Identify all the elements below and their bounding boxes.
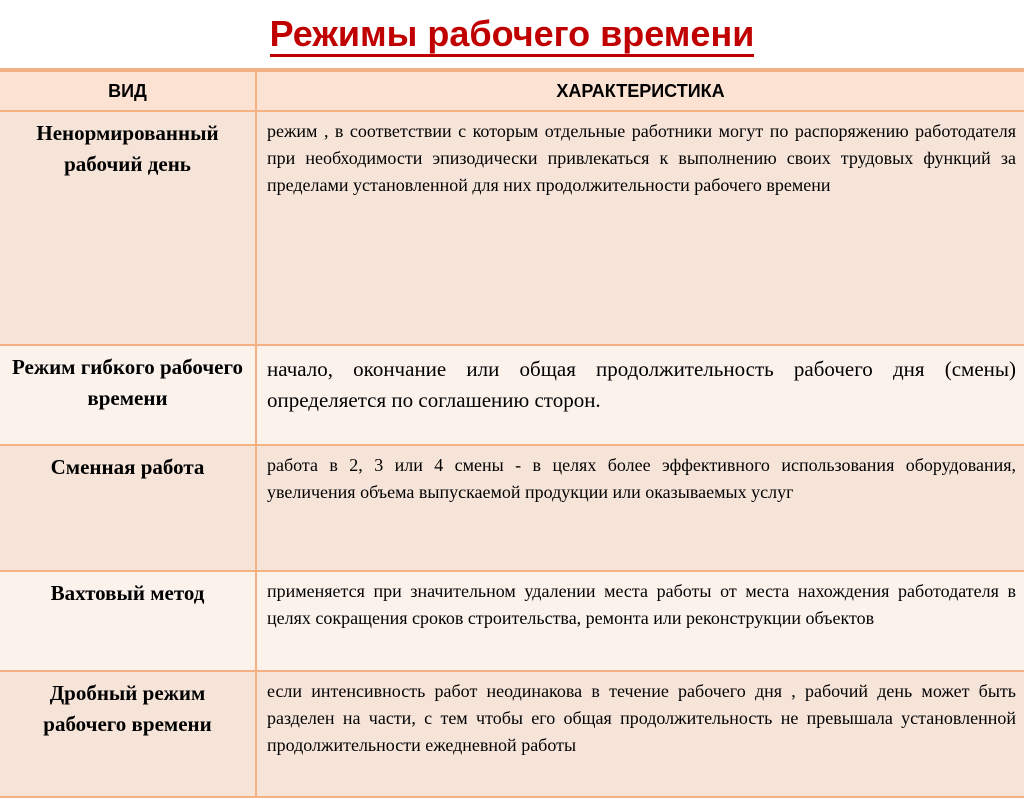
row-kind: Вахтовый метод bbox=[0, 571, 256, 671]
column-header-characteristic: ХАРАКТЕРИСТИКА bbox=[256, 71, 1024, 111]
page-title bbox=[0, 12, 1024, 57]
row-description: применяется при значительном удалении места работы от места нахождения работодателя в целях сокращения сроков строительства, ремонта или реконструкции объектов bbox=[256, 571, 1024, 671]
table-row bbox=[0, 671, 1024, 797]
row-description: начало, окончание или общая продолжительность рабочего дня (смены) определяется по соглашению сторон. bbox=[256, 345, 1024, 445]
row-kind: Дробный режим рабочего времени bbox=[0, 671, 256, 797]
page-title-text: Режимы рабочего времени bbox=[270, 14, 755, 57]
table-row bbox=[0, 111, 1024, 345]
row-kind: Режим гибкого рабочего времени bbox=[0, 345, 256, 445]
row-description: если интенсивность работ неодинакова в течение рабочего дня , рабочий день может быть разделен на части, с тем чтобы его общая продолжительность не превышала установленной продолжительности ежедневной работы bbox=[256, 671, 1024, 797]
table-row bbox=[0, 345, 1024, 445]
row-description: работа в 2, 3 или 4 смены - в целях более эффективного использования оборудования, увеличения объема выпускаемой продукции или оказываемых услуг bbox=[256, 445, 1024, 571]
column-header-kind: ВИД bbox=[0, 71, 256, 111]
table-row bbox=[0, 445, 1024, 571]
table-row bbox=[0, 571, 1024, 671]
row-kind: Сменная работа bbox=[0, 445, 256, 571]
table-header-row bbox=[0, 71, 1024, 111]
row-description: режим , в соответствии с которым отдельные работники могут по распоряжению работодателя при необходимости эпизодически привлекаться к выполнению своих трудовых функций за пределами установленной для них продолжительности рабочего времени bbox=[256, 111, 1024, 345]
work-modes-table bbox=[0, 70, 1024, 798]
row-kind: Ненормированный рабочий день bbox=[0, 111, 256, 345]
